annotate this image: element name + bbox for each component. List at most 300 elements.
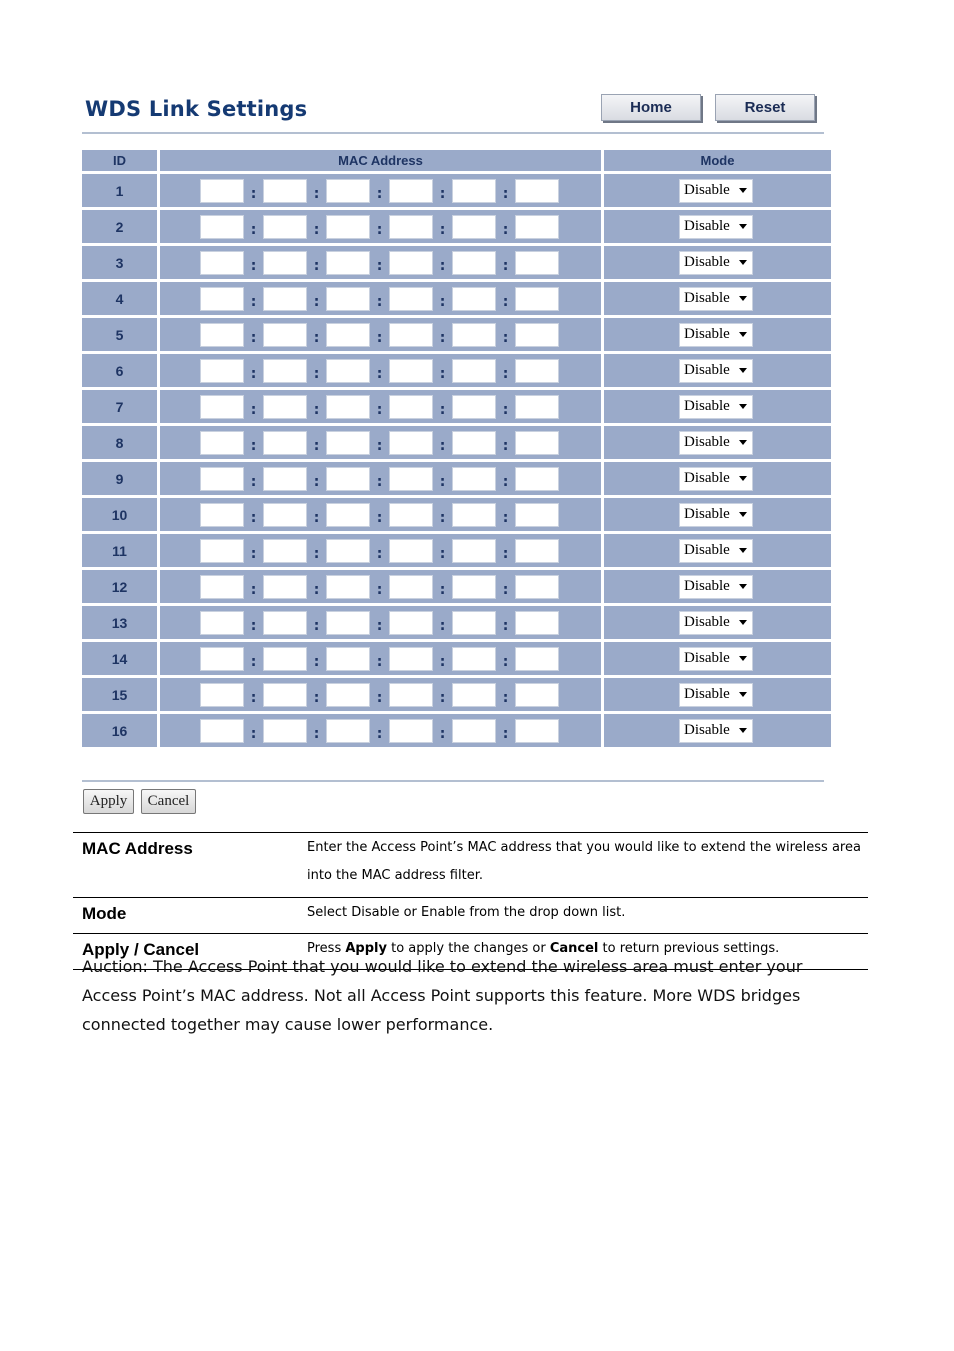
mac-separator: :: [376, 618, 383, 634]
mac-octet-input[interactable]: [326, 611, 370, 635]
footer-divider: [82, 780, 824, 782]
mac-octet-input[interactable]: [515, 179, 559, 203]
mac-octet-input[interactable]: [200, 287, 244, 311]
mac-separator: :: [439, 294, 446, 310]
mac-octet-input[interactable]: [200, 323, 244, 347]
description-text-part: to apply the changes or: [386, 941, 550, 956]
mac-octet-input[interactable]: [515, 215, 559, 239]
mac-octet-input[interactable]: [326, 467, 370, 491]
mode-select-value: Disable: [684, 182, 730, 198]
mode-select[interactable]: [679, 647, 753, 671]
description-term: MAC Address: [73, 833, 307, 898]
row-id: 6: [82, 354, 157, 387]
mac-address-fields: [160, 355, 601, 386]
mode-cell: [604, 462, 831, 495]
mac-separator: :: [376, 510, 383, 526]
mac-address-fields: [160, 211, 601, 242]
mac-address-fields: [160, 715, 601, 746]
mac-octet-input[interactable]: [326, 215, 370, 239]
chevron-down-icon: [739, 440, 747, 445]
mac-separator: :: [502, 618, 509, 634]
mac-octet-input[interactable]: [326, 359, 370, 383]
mode-select-value: Disable: [684, 470, 730, 486]
mode-select-value: Disable: [684, 218, 730, 234]
mac-separator: :: [313, 726, 320, 742]
description-text-bold: Cancel: [549, 941, 599, 956]
mac-address-cell: [160, 462, 601, 495]
wds-table-body: [82, 174, 831, 747]
mac-octet-input[interactable]: [326, 647, 370, 671]
mode-select[interactable]: [679, 431, 753, 455]
row-id: 8: [82, 426, 157, 459]
mode-select-value: Disable: [684, 542, 730, 558]
mode-select-value: Disable: [684, 686, 730, 702]
chevron-down-icon: [739, 656, 747, 661]
mac-address-fields: [160, 607, 601, 638]
mac-octet-input[interactable]: [326, 503, 370, 527]
table-row: [82, 426, 831, 459]
mac-separator: :: [250, 294, 257, 310]
mac-octet-input[interactable]: [515, 359, 559, 383]
mac-separator: :: [313, 294, 320, 310]
mac-address-fields: [160, 679, 601, 710]
mac-octet-input[interactable]: [389, 395, 433, 419]
chevron-down-icon: [739, 692, 747, 697]
mac-separator: :: [502, 366, 509, 382]
mac-octet-input[interactable]: [200, 503, 244, 527]
mac-separator: :: [439, 726, 446, 742]
mac-separator: :: [313, 330, 320, 346]
mac-octet-input[interactable]: [326, 683, 370, 707]
mac-separator: :: [502, 294, 509, 310]
mode-cell: [604, 606, 831, 639]
table-row: [82, 246, 831, 279]
mac-octet-input[interactable]: [326, 431, 370, 455]
mac-separator: :: [502, 438, 509, 454]
mac-octet-input[interactable]: [326, 575, 370, 599]
mac-address-fields: [160, 535, 601, 566]
mac-octet-input[interactable]: [200, 611, 244, 635]
description-text: Enter the Access Point’s MAC address that you would like to extend the wireless area into the MAC address filter.: [307, 833, 868, 898]
mac-address-fields: [160, 499, 601, 530]
page-title: WDS Link Settings: [85, 97, 308, 121]
table-row: [82, 606, 831, 639]
mac-octet-input[interactable]: [452, 287, 496, 311]
mac-separator: :: [439, 186, 446, 202]
mode-cell: [604, 534, 831, 567]
mac-octet-input[interactable]: [452, 215, 496, 239]
mac-octet-input[interactable]: [389, 611, 433, 635]
row-id: 3: [82, 246, 157, 279]
mac-octet-input[interactable]: [452, 647, 496, 671]
mac-separator: :: [250, 474, 257, 490]
mac-octet-input[interactable]: [515, 719, 559, 743]
home-button[interactable]: Home: [601, 94, 701, 121]
mac-octet-input[interactable]: [515, 467, 559, 491]
mode-select[interactable]: [679, 359, 753, 383]
mac-separator: :: [502, 474, 509, 490]
mac-octet-input[interactable]: [200, 395, 244, 419]
mac-octet-input[interactable]: [263, 251, 307, 275]
mode-select-value: Disable: [684, 722, 730, 738]
mac-address-cell: [160, 282, 601, 315]
row-id: 7: [82, 390, 157, 423]
table-row: [82, 534, 831, 567]
mac-octet-input[interactable]: [515, 251, 559, 275]
mode-cell: [604, 174, 831, 207]
mac-separator: :: [439, 474, 446, 490]
mac-octet-input[interactable]: [200, 251, 244, 275]
mac-octet-input[interactable]: [452, 323, 496, 347]
mac-address-cell: [160, 246, 601, 279]
mac-address-fields: [160, 643, 601, 674]
mac-address-cell: [160, 678, 601, 711]
mode-select-value: Disable: [684, 614, 730, 630]
mac-separator: :: [439, 510, 446, 526]
mac-octet-input[interactable]: [263, 539, 307, 563]
mac-octet-input[interactable]: [515, 503, 559, 527]
mac-octet-input[interactable]: [389, 431, 433, 455]
mac-octet-input[interactable]: [452, 611, 496, 635]
mac-octet-input[interactable]: [389, 539, 433, 563]
mode-select[interactable]: [679, 395, 753, 419]
mac-separator: :: [250, 438, 257, 454]
row-id: 4: [82, 282, 157, 315]
description-text-part: to return previous settings.: [598, 941, 780, 956]
description-text: Select Disable or Enable from the drop down list.: [307, 898, 868, 934]
row-id: 11: [82, 534, 157, 567]
mac-separator: :: [313, 582, 320, 598]
mac-octet-input[interactable]: [515, 575, 559, 599]
mac-octet-input[interactable]: [389, 503, 433, 527]
mode-select-value: Disable: [684, 398, 730, 414]
mac-octet-input[interactable]: [452, 179, 496, 203]
mac-separator: :: [439, 366, 446, 382]
mac-octet-input[interactable]: [389, 323, 433, 347]
mac-separator: :: [313, 438, 320, 454]
mac-address-fields: [160, 391, 601, 422]
mac-octet-input[interactable]: [200, 431, 244, 455]
mode-select[interactable]: [679, 611, 753, 635]
row-id: 13: [82, 606, 157, 639]
row-id: 1: [82, 174, 157, 207]
mac-octet-input[interactable]: [263, 179, 307, 203]
mac-separator: :: [376, 690, 383, 706]
mac-address-fields: [160, 427, 601, 458]
mac-address-fields: [160, 283, 601, 314]
mac-separator: :: [313, 222, 320, 238]
mac-separator: :: [502, 330, 509, 346]
mac-separator: :: [250, 546, 257, 562]
mac-separator: :: [502, 186, 509, 202]
mac-octet-input[interactable]: [515, 611, 559, 635]
mac-separator: :: [502, 510, 509, 526]
chevron-down-icon: [739, 368, 747, 373]
column-header-id: ID: [82, 150, 157, 171]
mac-separator: :: [502, 258, 509, 274]
mac-octet-input[interactable]: [200, 575, 244, 599]
chevron-down-icon: [739, 728, 747, 733]
mac-octet-input[interactable]: [389, 359, 433, 383]
mac-octet-input[interactable]: [326, 719, 370, 743]
mode-cell: [604, 246, 831, 279]
mac-separator: :: [313, 258, 320, 274]
mac-address-fields: [160, 247, 601, 278]
mac-octet-input[interactable]: [263, 683, 307, 707]
mac-separator: :: [376, 186, 383, 202]
mac-octet-input[interactable]: [389, 467, 433, 491]
table-row: [82, 642, 831, 675]
mac-separator: :: [502, 222, 509, 238]
row-id: 10: [82, 498, 157, 531]
mode-select[interactable]: [679, 215, 753, 239]
mac-octet-input[interactable]: [452, 575, 496, 599]
mac-separator: :: [313, 654, 320, 670]
table-row: [82, 678, 831, 711]
column-header-mode: Mode: [604, 150, 831, 171]
mode-select[interactable]: [679, 719, 753, 743]
mac-octet-input[interactable]: [452, 359, 496, 383]
mac-octet-input[interactable]: [326, 251, 370, 275]
mac-octet-input[interactable]: [200, 359, 244, 383]
row-id: 15: [82, 678, 157, 711]
mac-octet-input[interactable]: [389, 287, 433, 311]
mac-address-cell: [160, 210, 601, 243]
mac-separator: :: [313, 690, 320, 706]
mac-octet-input[interactable]: [515, 647, 559, 671]
mode-cell: [604, 354, 831, 387]
mac-address-cell: [160, 174, 601, 207]
chevron-down-icon: [739, 404, 747, 409]
mode-select-value: Disable: [684, 362, 730, 378]
mac-separator: :: [313, 618, 320, 634]
mac-octet-input[interactable]: [263, 647, 307, 671]
mac-separator: :: [250, 258, 257, 274]
mac-address-cell: [160, 426, 601, 459]
table-row: [82, 570, 831, 603]
mac-octet-input[interactable]: [452, 467, 496, 491]
mac-separator: :: [313, 546, 320, 562]
mac-octet-input[interactable]: [326, 287, 370, 311]
mac-octet-input[interactable]: [263, 719, 307, 743]
caution-note: Auction: The Access Point that you would like to extend the wireless area must enter your Access Point’s MAC address. Not all Access Point supports this feature. More WDS bridges connected together may cause lower performance.: [82, 957, 803, 1034]
mac-octet-input[interactable]: [263, 215, 307, 239]
mac-separator: :: [439, 546, 446, 562]
row-id: 9: [82, 462, 157, 495]
mac-octet-input[interactable]: [263, 503, 307, 527]
mac-separator: :: [502, 726, 509, 742]
mac-separator: :: [376, 654, 383, 670]
mode-select[interactable]: [679, 467, 753, 491]
mode-cell: [604, 714, 831, 747]
description-text-part: Press: [307, 941, 346, 956]
mac-octet-input[interactable]: [452, 503, 496, 527]
mac-separator: :: [376, 582, 383, 598]
mac-octet-input[interactable]: [200, 467, 244, 491]
mac-octet-input[interactable]: [263, 323, 307, 347]
mac-separator: :: [502, 546, 509, 562]
mac-octet-input[interactable]: [452, 395, 496, 419]
mac-octet-input[interactable]: [452, 251, 496, 275]
table-row: [82, 462, 831, 495]
mac-separator: :: [502, 690, 509, 706]
mac-octet-input[interactable]: [515, 395, 559, 419]
mac-address-cell: [160, 570, 601, 603]
mac-address-cell: [160, 390, 601, 423]
mac-address-cell: [160, 534, 601, 567]
chevron-down-icon: [739, 224, 747, 229]
mac-octet-input[interactable]: [326, 539, 370, 563]
description-text-bold: Apply: [345, 941, 387, 956]
mode-cell: [604, 498, 831, 531]
row-id: 2: [82, 210, 157, 243]
description-term: Apply / Cancel: [73, 934, 307, 970]
mode-select[interactable]: [679, 503, 753, 527]
mac-octet-input[interactable]: [263, 611, 307, 635]
mac-octet-input[interactable]: [326, 395, 370, 419]
mac-octet-input[interactable]: [515, 683, 559, 707]
mac-octet-input[interactable]: [326, 323, 370, 347]
chevron-down-icon: [739, 296, 747, 301]
mac-octet-input[interactable]: [452, 683, 496, 707]
reset-button[interactable]: Reset: [715, 94, 815, 121]
mode-cell: [604, 318, 831, 351]
chevron-down-icon: [739, 260, 747, 265]
description-row: [73, 833, 868, 898]
mac-octet-input[interactable]: [326, 179, 370, 203]
mac-octet-input[interactable]: [263, 395, 307, 419]
mode-cell: [604, 678, 831, 711]
row-id: 12: [82, 570, 157, 603]
mode-cell: [604, 426, 831, 459]
mac-separator: :: [376, 330, 383, 346]
table-row: [82, 390, 831, 423]
mode-select[interactable]: [679, 179, 753, 203]
mac-octet-input[interactable]: [389, 683, 433, 707]
mac-address-fields: [160, 463, 601, 494]
chevron-down-icon: [739, 512, 747, 517]
description-table: [73, 832, 868, 970]
mac-octet-input[interactable]: [452, 431, 496, 455]
mac-separator: :: [376, 366, 383, 382]
mac-octet-input[interactable]: [263, 431, 307, 455]
mac-address-fields: [160, 319, 601, 350]
mac-separator: :: [502, 582, 509, 598]
mac-separator: :: [376, 258, 383, 274]
chevron-down-icon: [739, 188, 747, 193]
table-row: [82, 210, 831, 243]
mac-octet-input[interactable]: [200, 647, 244, 671]
mac-separator: :: [250, 186, 257, 202]
mac-separator: :: [250, 366, 257, 382]
mac-octet-input[interactable]: [263, 467, 307, 491]
mode-select[interactable]: [679, 323, 753, 347]
mac-separator: :: [376, 294, 383, 310]
title-divider: [82, 132, 824, 134]
mac-separator: :: [439, 258, 446, 274]
mode-cell: [604, 282, 831, 315]
mac-octet-input[interactable]: [263, 359, 307, 383]
table-row: [82, 282, 831, 315]
chevron-down-icon: [739, 476, 747, 481]
mac-separator: :: [502, 402, 509, 418]
mac-octet-input[interactable]: [389, 179, 433, 203]
mac-separator: :: [313, 474, 320, 490]
mac-separator: :: [376, 402, 383, 418]
mac-address-fields: [160, 175, 601, 206]
table-row: [82, 714, 831, 747]
mac-separator: :: [313, 186, 320, 202]
mac-separator: :: [250, 582, 257, 598]
mode-select-value: Disable: [684, 290, 730, 306]
table-row: [82, 354, 831, 387]
mac-octet-input[interactable]: [200, 215, 244, 239]
mac-octet-input[interactable]: [389, 575, 433, 599]
mac-address-cell: [160, 498, 601, 531]
mode-cell: [604, 570, 831, 603]
cancel-button[interactable]: Cancel: [141, 789, 196, 814]
mode-select[interactable]: [679, 287, 753, 311]
mac-octet-input[interactable]: [389, 719, 433, 743]
mac-address-cell: [160, 714, 601, 747]
mac-separator: :: [439, 222, 446, 238]
mac-octet-input[interactable]: [515, 539, 559, 563]
mode-select[interactable]: [679, 575, 753, 599]
description-row: [73, 898, 868, 934]
mac-octet-input[interactable]: [389, 647, 433, 671]
mac-separator: :: [376, 474, 383, 490]
mac-octet-input[interactable]: [200, 719, 244, 743]
mode-select-value: Disable: [684, 434, 730, 450]
mac-octet-input[interactable]: [200, 683, 244, 707]
mac-octet-input[interactable]: [452, 719, 496, 743]
mac-separator: :: [313, 402, 320, 418]
mac-address-fields: [160, 571, 601, 602]
mac-octet-input[interactable]: [515, 287, 559, 311]
mode-select-value: Disable: [684, 578, 730, 594]
mac-octet-input[interactable]: [200, 179, 244, 203]
mac-octet-input[interactable]: [452, 539, 496, 563]
table-row: [82, 498, 831, 531]
mac-separator: :: [250, 330, 257, 346]
mac-separator: :: [250, 690, 257, 706]
mode-cell: [604, 390, 831, 423]
mac-separator: :: [313, 510, 320, 526]
mac-octet-input[interactable]: [200, 539, 244, 563]
mode-select-value: Disable: [684, 506, 730, 522]
mac-octet-input[interactable]: [263, 287, 307, 311]
mode-select-value: Disable: [684, 650, 730, 666]
mode-select[interactable]: [679, 251, 753, 275]
mac-octet-input[interactable]: [389, 215, 433, 239]
chevron-down-icon: [739, 620, 747, 625]
mac-octet-input[interactable]: [263, 575, 307, 599]
mac-octet-input[interactable]: [515, 323, 559, 347]
mac-octet-input[interactable]: [389, 251, 433, 275]
apply-button[interactable]: Apply: [83, 789, 134, 814]
mac-separator: :: [250, 654, 257, 670]
mode-select[interactable]: [679, 539, 753, 563]
mac-separator: :: [250, 618, 257, 634]
row-id: 14: [82, 642, 157, 675]
mac-separator: :: [439, 330, 446, 346]
mode-select[interactable]: [679, 683, 753, 707]
mac-separator: :: [376, 222, 383, 238]
mac-separator: :: [250, 222, 257, 238]
mac-octet-input[interactable]: [515, 431, 559, 455]
mac-address-cell: [160, 642, 601, 675]
mac-separator: :: [439, 402, 446, 418]
